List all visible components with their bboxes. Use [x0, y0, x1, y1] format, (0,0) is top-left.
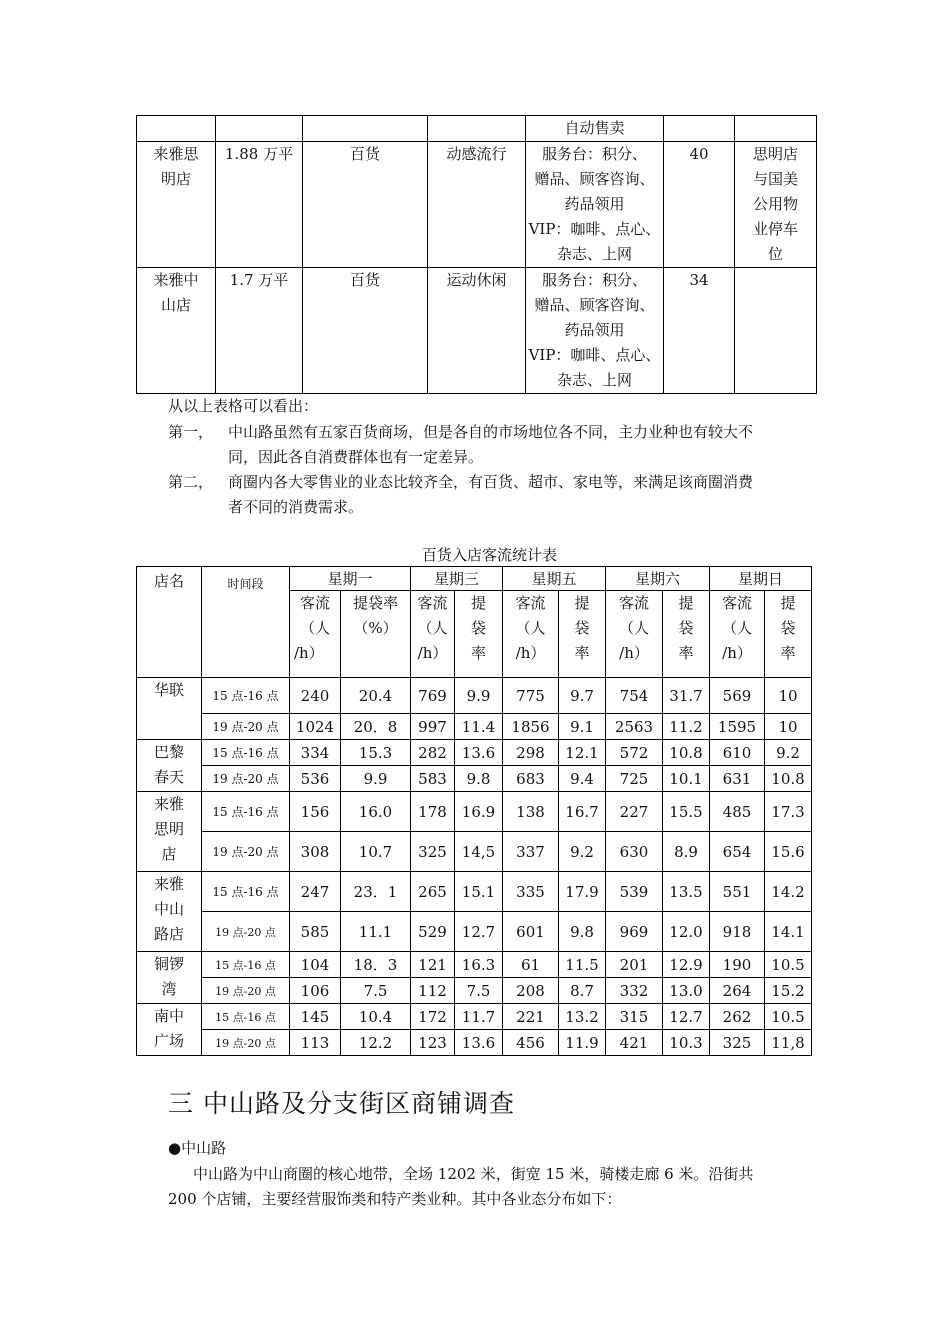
traffic-value-cell: 282 [411, 740, 455, 766]
bag-rate-cell: 14.2 [765, 872, 812, 912]
table-row [137, 872, 812, 912]
bag-rate-cell: 15.5 [663, 792, 710, 832]
traffic-value-cell: 104 [290, 952, 341, 978]
bag-rate-cell: 11.7 [455, 1004, 503, 1030]
store-name-cell: 来雅 思明 店 [137, 792, 202, 872]
traffic-value-cell: 208 [503, 978, 559, 1004]
bag-rate-cell: 12.1 [559, 740, 606, 766]
traffic-value-cell: 918 [710, 912, 765, 952]
table-row [137, 678, 812, 714]
bag-rate-cell: 10.8 [765, 766, 812, 792]
bag-rate-subheader: 提 袋 率 [663, 591, 710, 678]
time-cell: 15 点-16 点 [202, 1004, 290, 1030]
time-cell: 19 点-20 点 [202, 1030, 290, 1056]
table-caption: 百货入店客流统计表 [422, 546, 558, 564]
bag-rate-cell: 9.8 [559, 912, 606, 952]
table-row [137, 268, 817, 394]
bag-rate-cell: 15.2 [765, 978, 812, 1004]
bag-rate-cell: 10.4 [341, 1004, 411, 1030]
traffic-value-cell: 683 [503, 766, 559, 792]
traffic-value-cell: 630 [606, 832, 663, 872]
service-cell: 服务台：积分、 赠品、顾客咨询、 药品领用 VIP：咖啡、点心、 杂志、上网 [526, 268, 664, 394]
traffic-value-cell: 178 [411, 792, 455, 832]
bag-rate-cell: 12.7 [663, 1004, 710, 1030]
bag-rate-cell: 12.2 [341, 1030, 411, 1056]
traffic-value-cell: 201 [606, 952, 663, 978]
bag-rate-cell: 10 [765, 678, 812, 714]
traffic-value-cell: 221 [503, 1004, 559, 1030]
bag-rate-cell: 31.7 [663, 678, 710, 714]
service-cell: 自动售卖 [526, 116, 664, 142]
traffic-table [136, 566, 812, 1056]
point2-label: 第二， [168, 473, 214, 491]
bag-rate-cell: 12.0 [663, 912, 710, 952]
traffic-value-cell: 121 [411, 952, 455, 978]
traffic-value-cell: 610 [710, 740, 765, 766]
traffic-value-cell: 2563 [606, 714, 663, 740]
bag-rate-cell: 16.7 [559, 792, 606, 832]
traffic-value-cell: 247 [290, 872, 341, 912]
bullet-heading: ●中山路 [168, 1139, 227, 1157]
store-name-cell: 来雅中 山店 [137, 268, 216, 394]
bag-rate-cell: 9.1 [559, 714, 606, 740]
day-header: 星期三 [411, 567, 503, 591]
paragraph-line: 200 个店铺，主要经营服饰类和特产类业种。其中各业态分布如下： [168, 1190, 622, 1208]
bag-rate-cell: 11.1 [341, 912, 411, 952]
point2-text: 商圈内各大零售业的业态比较齐全，有百货、超市、家电等，来满足该商圈消费 [228, 473, 754, 491]
traffic-value-cell: 325 [411, 832, 455, 872]
traffic-value-cell: 190 [710, 952, 765, 978]
bag-rate-cell: 12.9 [663, 952, 710, 978]
traffic-value-cell: 308 [290, 832, 341, 872]
table-row [137, 766, 812, 792]
traffic-subheader: 客流 （人 /h） [290, 591, 341, 678]
bag-rate-cell: 15.1 [455, 872, 503, 912]
bag-rate-cell: 14.1 [765, 912, 812, 952]
traffic-value-cell: 123 [411, 1030, 455, 1056]
traffic-value-cell: 585 [290, 912, 341, 952]
bag-rate-cell: 14,5 [455, 832, 503, 872]
traffic-subheader: 客流 （人 /h） [411, 591, 455, 678]
bag-rate-cell: 11,8 [765, 1030, 812, 1056]
traffic-value-cell: 106 [290, 978, 341, 1004]
area-cell: 1.88 万平 [216, 142, 303, 268]
area-cell: 1.7 万平 [216, 268, 303, 394]
table-row [137, 116, 817, 142]
bag-rate-cell: 13.2 [559, 1004, 606, 1030]
traffic-value-cell: 335 [503, 872, 559, 912]
traffic-value-cell: 969 [606, 912, 663, 952]
traffic-value-cell: 421 [606, 1030, 663, 1056]
bag-rate-cell: 10.7 [341, 832, 411, 872]
bag-rate-subheader: 提 袋 率 [559, 591, 606, 678]
traffic-value-cell: 315 [606, 1004, 663, 1030]
store-name-cell: 铜锣 湾 [137, 952, 202, 1004]
bag-rate-cell: 13.0 [663, 978, 710, 1004]
table-row [137, 740, 812, 766]
traffic-value-cell: 61 [503, 952, 559, 978]
traffic-value-cell: 654 [710, 832, 765, 872]
time-cell: 19 点-20 点 [202, 978, 290, 1004]
bag-rate-subheader: 提 袋 率 [765, 591, 812, 678]
time-cell: 19 点-20 点 [202, 766, 290, 792]
traffic-value-cell: 485 [710, 792, 765, 832]
service-cell: 服务台：积分、 赠品、顾客咨询、 药品领用 VIP：咖啡、点心、 杂志、上网 [526, 142, 664, 268]
traffic-value-cell: 754 [606, 678, 663, 714]
bag-rate-cell: 8.7 [559, 978, 606, 1004]
bag-rate-cell: 16.3 [455, 952, 503, 978]
bag-rate-cell: 10.3 [663, 1030, 710, 1056]
traffic-value-cell: 240 [290, 678, 341, 714]
day-header: 星期日 [710, 567, 812, 591]
time-cell: 19 点-20 点 [202, 832, 290, 872]
traffic-value-cell: 775 [503, 678, 559, 714]
bag-rate-cell: 23．1 [341, 872, 411, 912]
traffic-value-cell: 601 [503, 912, 559, 952]
traffic-value-cell: 112 [411, 978, 455, 1004]
day-header: 星期六 [606, 567, 710, 591]
point2-text-cont: 者不同的消费需求。 [228, 498, 364, 516]
traffic-subheader: 客流 （人 /h） [606, 591, 663, 678]
bag-rate-cell: 11.4 [455, 714, 503, 740]
traffic-value-cell: 156 [290, 792, 341, 832]
traffic-value-cell: 529 [411, 912, 455, 952]
store-name-cell: 来雅 中山 路店 [137, 872, 202, 952]
paragraph-line: 中山路为中山商圈的核心地带，全场 1202 米，街宽 15 米，骑楼走廊 6 米。沿街共 [193, 1165, 754, 1183]
traffic-subheader: 客流 （人 /h） [710, 591, 765, 678]
style-cell: 运动休闲 [428, 268, 526, 394]
traffic-value-cell: 262 [710, 1004, 765, 1030]
bag-rate-cell: 10.8 [663, 740, 710, 766]
bag-rate-cell: 7.5 [341, 978, 411, 1004]
count-cell: 40 [664, 142, 735, 268]
bag-rate-cell: 16.9 [455, 792, 503, 832]
table-row [137, 714, 812, 740]
traffic-value-cell: 264 [710, 978, 765, 1004]
traffic-value-cell: 583 [411, 766, 455, 792]
bag-rate-cell: 11.5 [559, 952, 606, 978]
traffic-value-cell: 138 [503, 792, 559, 832]
traffic-value-cell: 1024 [290, 714, 341, 740]
bag-rate-cell: 17.3 [765, 792, 812, 832]
bag-rate-cell: 15.6 [765, 832, 812, 872]
bag-rate-cell: 13.6 [455, 1030, 503, 1056]
point1-label: 第一， [168, 423, 214, 441]
traffic-value-cell: 113 [290, 1030, 341, 1056]
traffic-value-cell: 298 [503, 740, 559, 766]
bag-rate-cell: 13.5 [663, 872, 710, 912]
time-cell: 15 点-16 点 [202, 740, 290, 766]
bag-rate-cell: 10.5 [765, 1004, 812, 1030]
bag-rate-subheader: 提 袋 率 [455, 591, 503, 678]
store-name-cell: 来雅思 明店 [137, 142, 216, 268]
bag-rate-cell: 9.9 [455, 678, 503, 714]
traffic-value-cell: 631 [710, 766, 765, 792]
bag-rate-cell: 16.0 [341, 792, 411, 832]
traffic-value-cell: 227 [606, 792, 663, 832]
bag-rate-cell: 10.1 [663, 766, 710, 792]
bag-rate-cell: 11.9 [559, 1030, 606, 1056]
bag-rate-cell: 11.2 [663, 714, 710, 740]
bag-rate-cell: 13.6 [455, 740, 503, 766]
time-col-header: 时间段 [202, 567, 290, 678]
table-row [137, 832, 812, 872]
format-cell: 百货 [303, 142, 428, 268]
traffic-subheader: 客流 （人 /h） [503, 591, 559, 678]
bag-rate-cell: 20．8 [341, 714, 411, 740]
bag-rate-cell: 9.7 [559, 678, 606, 714]
store-name-cell: 巴黎 春天 [137, 740, 202, 792]
traffic-value-cell: 536 [290, 766, 341, 792]
bag-rate-cell: 15.3 [341, 740, 411, 766]
count-cell: 34 [664, 268, 735, 394]
time-cell: 15 点-16 点 [202, 792, 290, 832]
traffic-value-cell: 172 [411, 1004, 455, 1030]
bag-rate-cell: 10.5 [765, 952, 812, 978]
traffic-value-cell: 1595 [710, 714, 765, 740]
time-cell: 15 点-16 点 [202, 872, 290, 912]
table-row [137, 912, 812, 952]
note-cell [735, 268, 817, 394]
point1-text-cont: 同，因此各自消费群体也有一定差异。 [228, 448, 484, 466]
store-info-table [136, 115, 817, 394]
bag-rate-cell: 9.9 [341, 766, 411, 792]
store-name-cell: 南中 广场 [137, 1004, 202, 1056]
bag-rate-cell: 9.4 [559, 766, 606, 792]
bag-rate-cell: 7.5 [455, 978, 503, 1004]
day-header: 星期五 [503, 567, 606, 591]
bag-rate-cell: 18．3 [341, 952, 411, 978]
traffic-value-cell: 725 [606, 766, 663, 792]
time-cell: 19 点-20 点 [202, 714, 290, 740]
point1-text: 中山路虽然有五家百货商场，但是各自的市场地位各不同，主力业种也有较大不 [228, 423, 754, 441]
traffic-value-cell: 997 [411, 714, 455, 740]
bag-rate-cell: 20.4 [341, 678, 411, 714]
bag-rate-cell: 12.7 [455, 912, 503, 952]
bag-rate-cell: 9.8 [455, 766, 503, 792]
bag-rate-cell: 9.2 [765, 740, 812, 766]
table-row [137, 142, 817, 268]
time-cell: 15 点-16 点 [202, 678, 290, 714]
traffic-value-cell: 1856 [503, 714, 559, 740]
section-heading: 三 中山路及分支街区商铺调查 [168, 1089, 515, 1118]
traffic-value-cell: 456 [503, 1030, 559, 1056]
traffic-value-cell: 551 [710, 872, 765, 912]
traffic-value-cell: 334 [290, 740, 341, 766]
bag-rate-subheader: 提袋率 （%） [341, 591, 411, 678]
traffic-body [137, 678, 812, 1056]
day-header: 星期一 [290, 567, 411, 591]
traffic-value-cell: 572 [606, 740, 663, 766]
note-cell: 思明店 与国美 公用物 业停车 位 [735, 142, 817, 268]
format-cell: 百货 [303, 268, 428, 394]
bag-rate-cell: 9.2 [559, 832, 606, 872]
table-row [137, 952, 812, 978]
analysis-intro: 从以上表格可以看出： [168, 397, 319, 415]
traffic-value-cell: 769 [411, 678, 455, 714]
traffic-value-cell: 539 [606, 872, 663, 912]
table-row [137, 792, 812, 832]
store-name-cell: 华联 [137, 678, 202, 740]
traffic-value-cell: 337 [503, 832, 559, 872]
table-row [137, 1004, 812, 1030]
bag-rate-cell: 8.9 [663, 832, 710, 872]
table-row [137, 1030, 812, 1056]
style-cell: 动感流行 [428, 142, 526, 268]
time-cell: 19 点-20 点 [202, 912, 290, 952]
traffic-value-cell: 145 [290, 1004, 341, 1030]
traffic-value-cell: 569 [710, 678, 765, 714]
traffic-value-cell: 325 [710, 1030, 765, 1056]
table-row [137, 978, 812, 1004]
traffic-value-cell: 265 [411, 872, 455, 912]
bag-rate-cell: 10 [765, 714, 812, 740]
traffic-value-cell: 332 [606, 978, 663, 1004]
header-row [137, 567, 812, 591]
time-cell: 15 点-16 点 [202, 952, 290, 978]
bag-rate-cell: 17.9 [559, 872, 606, 912]
store-col-header: 店名 [137, 567, 202, 678]
